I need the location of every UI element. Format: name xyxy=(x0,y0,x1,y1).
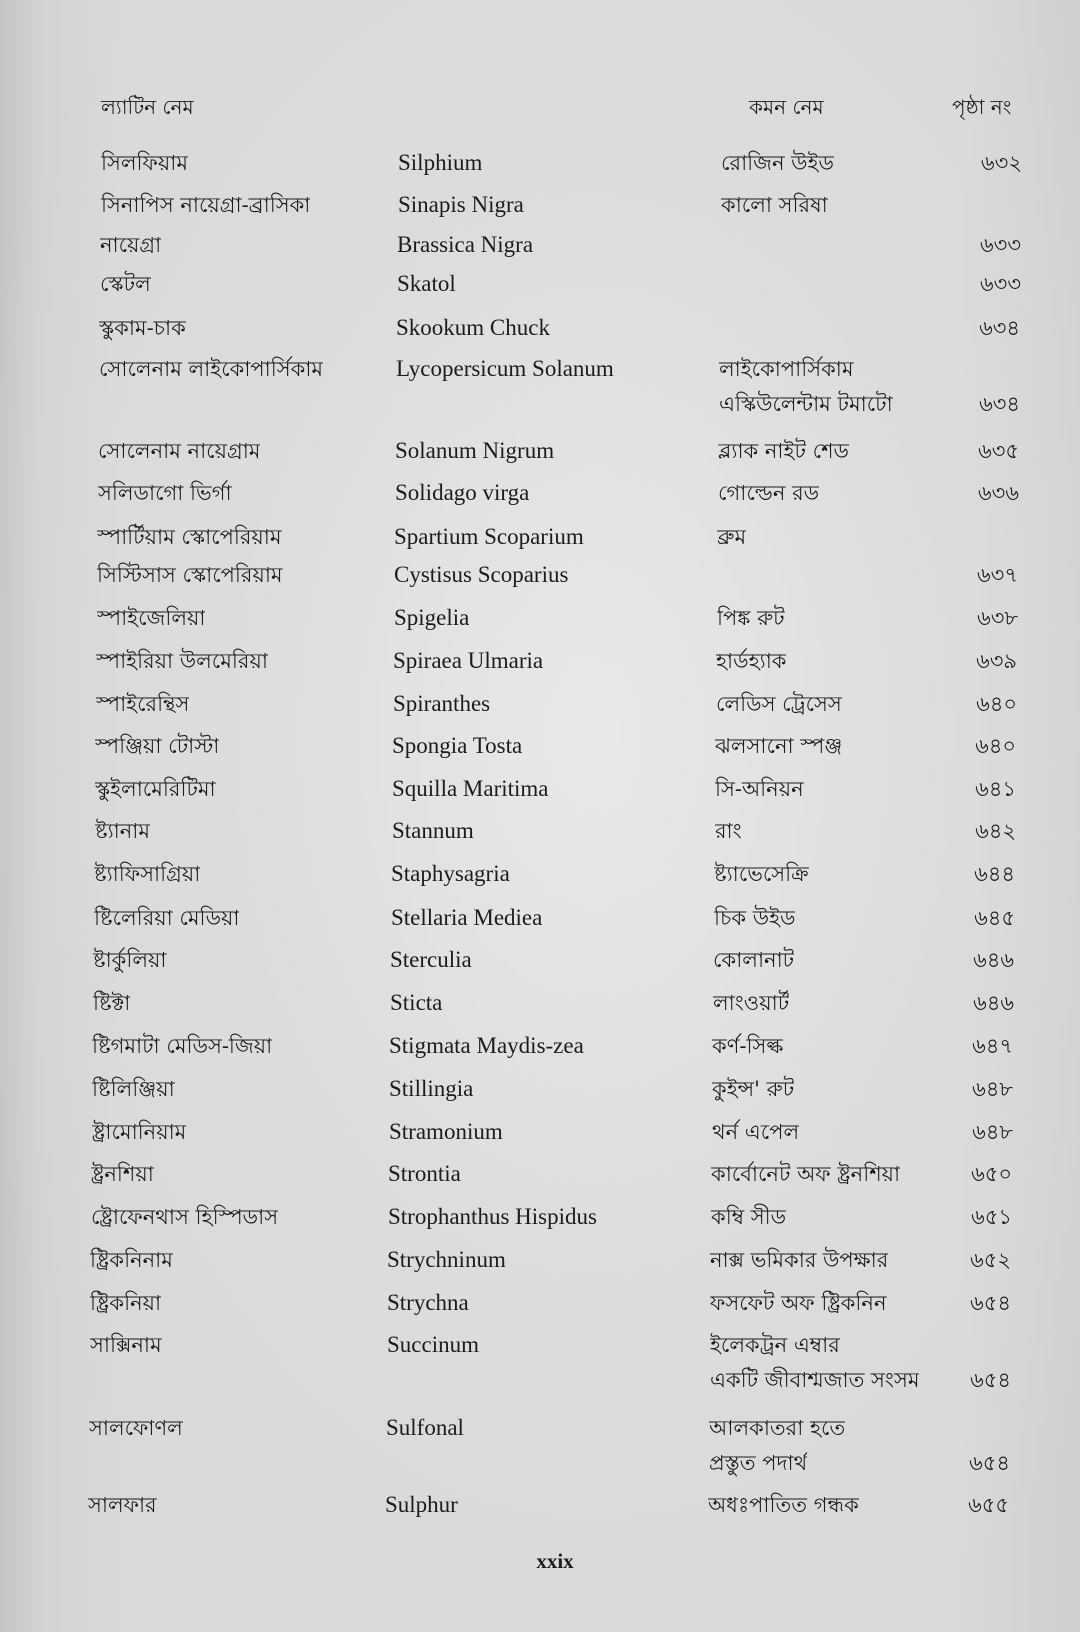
common-name: রাং xyxy=(715,819,742,843)
common-name: এস্কিউলেন্টাম টমাটো xyxy=(719,392,893,416)
common-name: প্রস্তুত পদার্থ xyxy=(709,1451,808,1475)
common-name: ব্ল্যাক নাইট শেড xyxy=(718,439,849,463)
page-number: ৬৪০ xyxy=(976,692,1017,716)
bengali-name: ষ্ট্যাফিসাগ্রিয়া xyxy=(94,862,201,886)
bengali-name: স্পাইরেন্থিস xyxy=(96,692,190,716)
page-number: ৬৪২ xyxy=(975,819,1016,843)
latin-name: Spiranthes xyxy=(393,691,491,716)
page-number: ৬৩৪ xyxy=(979,392,1020,416)
page-number: ৬৩৭ xyxy=(977,563,1018,587)
latin-name: Brassica Nigra xyxy=(397,232,534,257)
bengali-name: ষ্ট্রিকনিয়া xyxy=(90,1291,162,1315)
page-number: ৬৪৫ xyxy=(974,906,1015,930)
page-number: ৬৩৯ xyxy=(976,649,1017,673)
page-number: ৬৩৪ xyxy=(979,316,1020,340)
bengali-name: ষ্টার্কুলিয়া xyxy=(93,948,167,972)
common-name: থর্ন এপেল xyxy=(712,1120,800,1144)
bengali-name: ষ্টিলিঞ্জিয়া xyxy=(92,1077,175,1101)
bengali-name: সোলেনাম লাইকোপার্সিকাম xyxy=(99,357,324,381)
header-common-name-label: কমন নেম xyxy=(749,95,824,119)
latin-name: Spartium Scoparium xyxy=(394,524,584,549)
common-name: সি-অনিয়ন xyxy=(715,777,804,801)
bengali-name: স্কুইলামেরিটিমা xyxy=(95,777,216,801)
latin-name: Solidago virga xyxy=(395,480,530,505)
bengali-name: সিনাপিস নায়েগ্রা-ব্রাসিকা xyxy=(101,193,311,217)
page-number: ৬৫৪ xyxy=(970,1291,1011,1315)
common-name: কম্বি সীড xyxy=(711,1205,787,1229)
page-number: ৬৩৫ xyxy=(978,439,1019,463)
latin-name: Sticta xyxy=(390,990,443,1015)
latin-name: Stannum xyxy=(392,818,474,843)
common-name: লাইকোপার্সিকাম xyxy=(719,357,854,381)
latin-name: Sterculia xyxy=(390,947,472,972)
common-name: নাক্স ভমিকার উপক্ষার xyxy=(710,1248,889,1272)
page-number: ৬৪৬ xyxy=(973,991,1014,1015)
latin-name: Staphysagria xyxy=(391,861,510,886)
latin-name: Skookum Chuck xyxy=(396,315,550,340)
latin-name: Solanum Nigrum xyxy=(395,438,555,463)
bengali-name: সাক্সিনাম xyxy=(90,1333,162,1357)
common-name: রোজিন উইড xyxy=(721,151,834,175)
common-name: ফসফেট অফ ষ্ট্রিকনিন xyxy=(710,1291,887,1315)
common-name: কার্বোনেট অফ ষ্ট্রনশিয়া xyxy=(711,1162,901,1186)
bengali-name: ষ্ট্যানাম xyxy=(95,819,151,843)
page-number: ৬৫২ xyxy=(970,1248,1011,1272)
bengali-name: সিলফিয়াম xyxy=(101,151,189,175)
latin-name: Spigelia xyxy=(394,605,470,630)
bengali-name: সিস্টিসাস স্কোপেরিয়াম xyxy=(97,563,283,587)
common-name: কোলানাট xyxy=(713,948,795,972)
latin-name: Stigmata Maydis-zea xyxy=(389,1033,584,1058)
latin-name: Silphium xyxy=(398,150,483,175)
common-name: কালো সরিষা xyxy=(721,193,828,217)
page-number: ৬৫৪ xyxy=(969,1451,1010,1475)
bengali-name: ষ্ট্রোফেনথাস হিস্পিডাস xyxy=(91,1205,279,1229)
latin-name: Sinapis Nigra xyxy=(398,192,524,217)
bengali-name: ষ্টিলেরিয়া মেডিয়া xyxy=(94,906,240,930)
latin-name: Strontia xyxy=(388,1161,461,1186)
common-name: লেডিস ট্রেসেস xyxy=(716,692,842,716)
common-name: গোল্ডেন রড xyxy=(718,481,820,505)
bengali-name: ষ্টিগমাটা মেডিস-জিয়া xyxy=(92,1034,273,1058)
page-number: ৬৫৪ xyxy=(970,1368,1011,1392)
page-number: ৬৪৪ xyxy=(974,862,1015,886)
bengali-name: নায়েগ্রা xyxy=(100,233,162,257)
common-name: লাংওয়ার্ট xyxy=(713,991,790,1015)
latin-name: Stillingia xyxy=(389,1076,474,1101)
header-page-no-label: পৃষ্ঠা নং xyxy=(952,95,1012,119)
latin-name: Stramonium xyxy=(389,1119,503,1144)
latin-name: Stellaria Mediea xyxy=(391,905,543,930)
bengali-name: ষ্ট্রনশিয়া xyxy=(91,1162,154,1186)
page-number: ৬৩৮ xyxy=(977,606,1018,630)
page-number: ৬৩৩ xyxy=(980,233,1021,257)
page-number: ৬৪০ xyxy=(975,734,1016,758)
latin-name: Strychna xyxy=(387,1290,469,1315)
page-number: ৬৩৬ xyxy=(978,481,1019,505)
bengali-name: স্পার্টিয়াম স্কোপেরিয়াম xyxy=(97,525,282,549)
bengali-name: সোলেনাম নায়েগ্রাম xyxy=(98,439,261,463)
footer-page-number: xxix xyxy=(536,1549,574,1573)
latin-name: Strophanthus Hispidus xyxy=(388,1204,597,1229)
bengali-name: স্পাইরিয়া উলমেরিয়া xyxy=(96,649,268,673)
bengali-name: ষ্টিক্টা xyxy=(93,991,131,1015)
common-name: অধঃপাতিত গন্ধক xyxy=(708,1493,859,1517)
page-number: ৬৫০ xyxy=(971,1162,1012,1186)
common-name: হার্ডহ্যাক xyxy=(716,649,787,673)
latin-name: Sulfonal xyxy=(386,1415,464,1440)
latin-name: Strychninum xyxy=(387,1247,506,1272)
bengali-name: সালফার xyxy=(88,1493,157,1517)
page-number: ৬৪১ xyxy=(975,777,1016,801)
common-name: একটি জীবাশ্মজাত সংসম xyxy=(710,1368,920,1392)
page-number: ৬৪৭ xyxy=(972,1034,1013,1058)
latin-name: Cystisus Scoparius xyxy=(394,562,569,587)
common-name: পিঙ্ক রুট xyxy=(717,606,785,630)
page-number: ৬৪৬ xyxy=(973,948,1014,972)
bengali-name: সালফোণল xyxy=(89,1416,183,1440)
page-number: ৬৩২ xyxy=(981,151,1022,175)
common-name: ইলেকট্রন এম্বার xyxy=(710,1333,840,1357)
page-number: ৬৫৫ xyxy=(968,1493,1009,1517)
bengali-name: স্কুকাম-চাক xyxy=(99,316,186,340)
common-name: চিক উইড xyxy=(714,906,796,930)
bengali-name: স্পাইজেলিয়া xyxy=(97,606,206,630)
page-number: ৬৩৩ xyxy=(980,272,1021,296)
page-number: ৬৪৮ xyxy=(972,1077,1013,1101)
latin-name: Spongia Tosta xyxy=(392,733,523,758)
bengali-name: স্কেটল xyxy=(100,272,151,296)
latin-name: Sulphur xyxy=(385,1492,458,1517)
page-number: ৬৫১ xyxy=(971,1205,1012,1229)
latin-name: Spiraea Ulmaria xyxy=(393,648,544,673)
bengali-name: সলিডাগো ভির্গা xyxy=(98,481,232,505)
common-name: ব্রুম xyxy=(717,525,747,549)
latin-name: Lycopersicum Solanum xyxy=(396,356,614,381)
common-name: ষ্ট্যাভেসেক্রি xyxy=(714,862,809,886)
common-name: ঝলসানো স্পঞ্জ xyxy=(715,734,843,758)
common-name: কর্ণ-সিল্ক xyxy=(712,1034,784,1058)
latin-name: Succinum xyxy=(387,1332,479,1357)
bengali-name: ষ্ট্রিকনিনাম xyxy=(90,1248,173,1272)
page-number: ৬৪৮ xyxy=(972,1120,1013,1144)
bengali-name: ষ্ট্রামোনিয়াম xyxy=(92,1120,187,1144)
latin-name: Squilla Maritima xyxy=(392,776,549,801)
bengali-name: স্পঞ্জিয়া টোস্টা xyxy=(95,734,220,758)
latin-name: Skatol xyxy=(397,271,456,296)
common-name: আলকাতরা হতে xyxy=(709,1416,846,1440)
common-name: কুইন্স' রুট xyxy=(712,1077,795,1101)
header-latin-name-label: ল্যাটিন নেম xyxy=(101,95,194,119)
